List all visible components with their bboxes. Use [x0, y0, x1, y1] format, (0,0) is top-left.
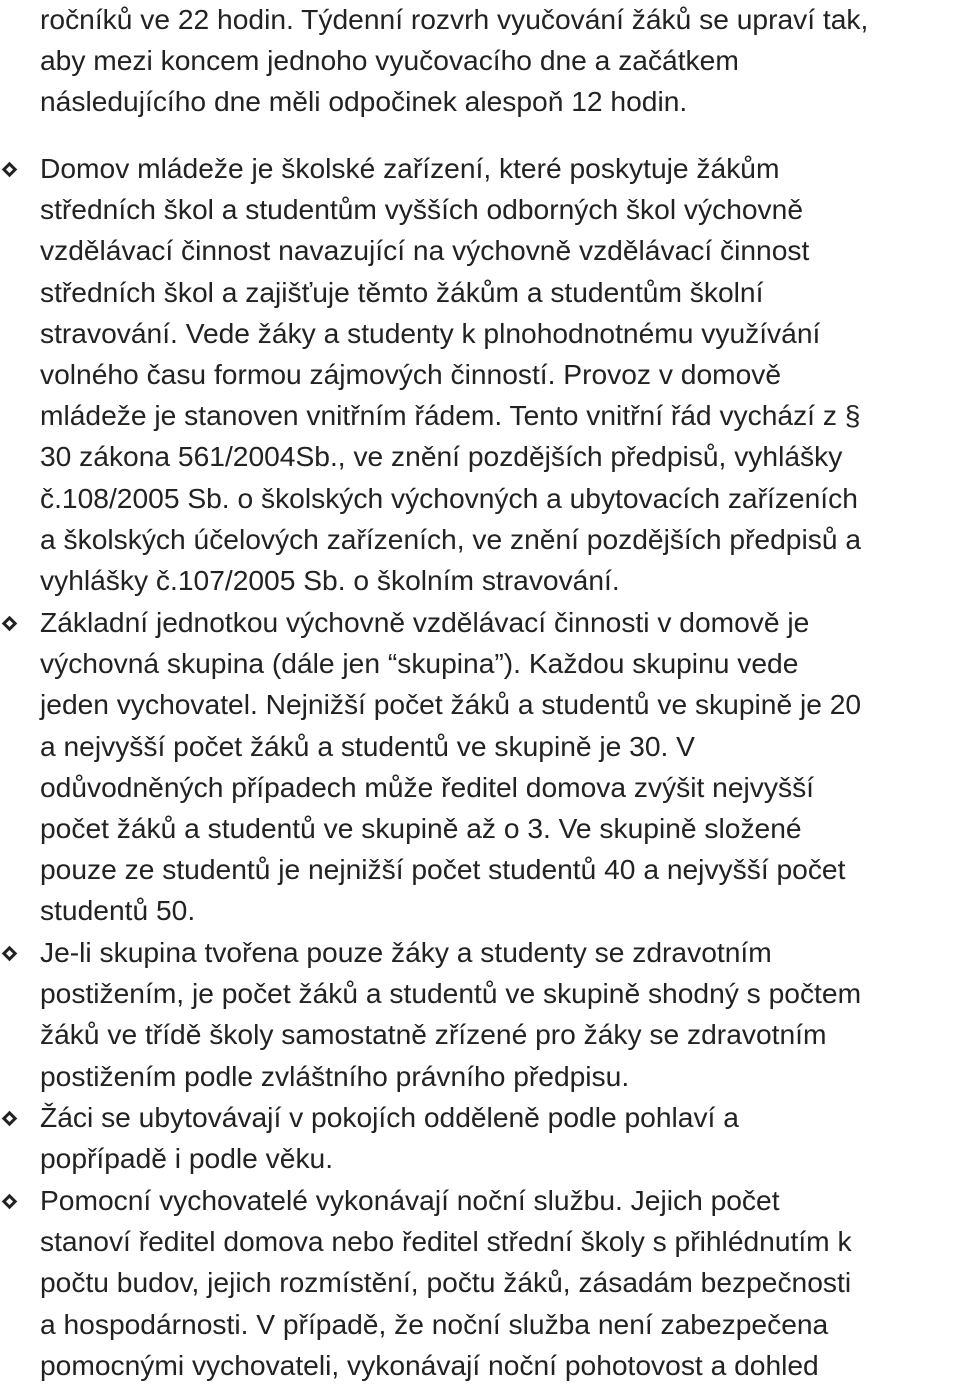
- text-line: postižením, je počet žáků a studentů ve skupině shodný s počtem: [40, 977, 862, 1010]
- bullet-item-domov: [40, 148, 955, 601]
- bullet-icon: [2, 162, 18, 178]
- bullet-item-postizeni: [40, 932, 955, 1097]
- text-line: výchovná skupina (dále jen “skupina”). Každou skupinu vede: [40, 647, 799, 680]
- bullet-icon: [2, 1194, 18, 1210]
- text-line: stanoví ředitel domova nebo ředitel střední školy s přihlédnutím k: [40, 1225, 852, 1258]
- text-line: stravování. Vede žáky a studenty k plnohodnotnému využívání: [40, 316, 821, 349]
- bullet-item-skupina: [40, 602, 955, 932]
- bullet-item-nocni-sluzba: [40, 1180, 955, 1384]
- text-line: pomocnými vychovateli, vykonávají noční pohotovost a dohled: [40, 1348, 819, 1381]
- text-line: č.108/2005 Sb. o školských výchovných a ubytovacích zařízeních: [40, 481, 858, 514]
- bullet-icon: [2, 1111, 18, 1127]
- text-line: odůvodněných případech může ředitel domova zvýšit nejvyšší: [40, 770, 815, 803]
- text-line: Žáci se ubytovávají v pokojích odděleně podle pohlaví a: [40, 1101, 739, 1133]
- text-line: volného času formou zájmových činností. Provoz v domově: [40, 357, 782, 390]
- text-line: ročníků ve 22 hodin. Týdenní rozvrh vyučování žáků se upraví tak,: [40, 3, 869, 35]
- text-line: postižením podle zvláštního právního předpisu.: [40, 1059, 630, 1092]
- text-line: aby mezi koncem jednoho vyučovacího dne a začátkem: [40, 44, 739, 77]
- bullet-icon: [2, 616, 18, 632]
- text-line: středních škol a studentům vyšších odborných škol výchovně: [40, 193, 804, 226]
- text-line: Je-li skupina tvořena pouze žáky a studenty se zdravotním: [40, 936, 772, 968]
- text-line: následujícího dne měli odpočinek alespoň 12 hodin.: [40, 85, 688, 118]
- bullet-icon: [2, 946, 18, 962]
- text-line: mládeže je stanoven vnitřním řádem. Tento vnitřní řád vychází z §: [40, 399, 861, 432]
- text-line: počtu budov, jejich rozmístění, počtu žáků, zásadám bezpečnosti: [40, 1266, 852, 1299]
- text-line: vyhlášky č.107/2005 Sb. o školním stravování.: [40, 563, 620, 596]
- text-line: a nejvyšší počet žáků a studentů ve skupině je 30. V: [40, 729, 695, 762]
- text-line: Základní jednotkou výchovně vzdělávací činnosti v domově je: [40, 606, 810, 638]
- intro-paragraph: [40, 0, 955, 123]
- text-line: studentů 50.: [40, 894, 196, 927]
- text-line: popřípadě i podle věku.: [40, 1142, 334, 1175]
- text-line: 30 zákona 561/2004Sb., ve znění pozdějších předpisů, vyhlášky: [40, 440, 843, 473]
- text-line: Pomocní vychovatelé vykonávají noční službu. Jejich počet: [40, 1184, 780, 1216]
- text-line: Domov mládeže je školské zařízení, které poskytuje žákům: [40, 152, 780, 184]
- text-line: žáků ve třídě školy samostatně zřízené pro žáky se zdravotním: [40, 1018, 827, 1051]
- text-line: počet žáků a studentů ve skupině až o 3. Ve skupině složené: [40, 811, 802, 844]
- text-line: a školských účelových zařízeních, ve znění pozdějších předpisů a: [40, 522, 862, 555]
- text-line: vzdělávací činnost navazující na výchovně vzdělávací činnost: [40, 234, 810, 267]
- text-line: pouze ze studentů je nejnižší počet studentů 40 a nejvyšší počet: [40, 853, 846, 886]
- text-line: středních škol a zajišťuje těmto žákům a studentům školní: [40, 275, 764, 308]
- text-line: jeden vychovatel. Nejnižší počet žáků a studentů ve skupině je 20: [40, 688, 862, 721]
- text-line: a hospodárnosti. V případě, že noční služba není zabezpečena: [40, 1307, 829, 1340]
- bullet-item-ubytovani: [40, 1097, 955, 1179]
